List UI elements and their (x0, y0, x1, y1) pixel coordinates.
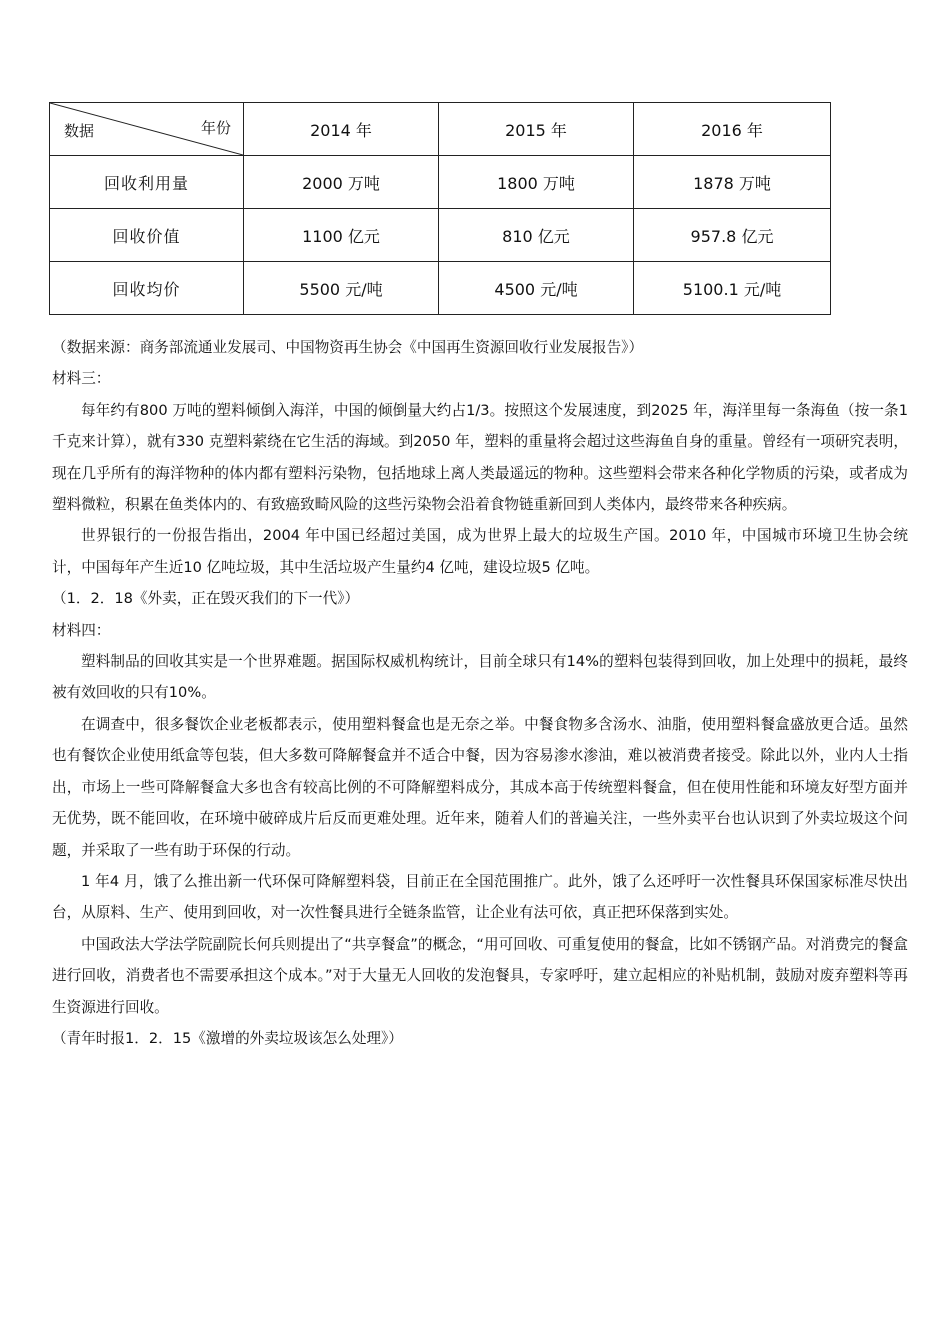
table-corner-cell (50, 103, 244, 156)
table-header-row (50, 103, 831, 156)
table-cell: 1800 万吨 (439, 156, 634, 209)
year-header: 2016 年 (634, 103, 831, 156)
material-4-heading: 材料四： (52, 621, 111, 639)
row-label: 回收均价 (50, 262, 244, 315)
paragraph: 1 年4 月，饿了么推出新一代环保可降解塑料袋，目前正在全国范围推广。此外，饿了么还呼吁一次性餐具环保国家标准尽快出台，从原料、生产、使用到回收，对一次性餐具进行全链条监管，让企业有法可依，真正把环保落到实处。 (52, 872, 908, 922)
table-row (50, 156, 831, 209)
year-header: 2015 年 (439, 103, 634, 156)
recycling-data-table (49, 102, 831, 315)
paragraph: 中国政法大学法学院副院长何兵则提出了“共享餐盒”的概念，“用可回收、可重复使用的餐盒，比如不锈钢产品。对消费完的餐盒进行回收，消费者也不需要承担这个成本。”对于大量无人回收的发泡餐具，专家呼吁，建立起相应的补贴机制，鼓励对废弃塑料等再生资源进行回收。 (52, 935, 908, 1016)
row-label: 回收利用量 (50, 156, 244, 209)
year-header: 2014 年 (244, 103, 439, 156)
material-3-heading: 材料三： (52, 370, 111, 388)
corner-label-data: 数据 (64, 122, 95, 140)
paragraph: 塑料制品的回收其实是一个世界难题。据国际权威机构统计，目前全球只有14%的塑料包装得到回收，加上处理中的损耗，最终被有效回收的只有10%。 (52, 653, 908, 702)
table-cell: 2000 万吨 (244, 156, 439, 209)
table-cell: 1878 万吨 (634, 156, 831, 209)
paragraph: 在调查中，很多餐饮企业老板都表示，使用塑料餐盒也是无奈之举。中餐食物多含汤水、油脂，使用塑料餐盒盛放更合适。虽然也有餐饮企业使用纸盒等包装，但大多数可降解餐盒并不适合中餐，因为容易渗水渗油，难以被消费者接受。除此以外，业内人士指出，市场上一些可降解餐盒大多也含有较高比例的不可降解塑料成分，其成本高于传统塑料餐盒，但在使用性能和环境友好型方面并无优势，既不能回收，在环境中破碎成片后反而更难处理。近年来，随着人们的普遍关注，一些外卖平台也认识到了外卖垃圾这个问题，并采取了一些有助于环保的行动。 (52, 715, 908, 859)
table-cell: 5500 元/吨 (244, 262, 439, 315)
table-source-note: （数据来源：商务部流通业发展司、中国物资再生协会《中国再生资源回收行业发展报告》） (52, 339, 644, 356)
table-cell: 4500 元/吨 (439, 262, 634, 315)
table-cell: 1100 亿元 (244, 209, 439, 262)
table-row (50, 209, 831, 262)
material-3-source: （1．2．18《外卖，正在毁灭我们的下一代》） (52, 590, 360, 608)
material-4-source: （青年时报1．2．15《激增的外卖垃圾该怎么处理》） (52, 1029, 403, 1047)
table-row (50, 262, 831, 315)
row-label: 回收价值 (50, 209, 244, 262)
paragraph: 每年约有800 万吨的塑料倾倒入海洋，中国的倾倒量大约占1/3。按照这个发展速度，到2025 年，海洋里每一条海鱼（按一条1千克来计算），就有330 克塑料萦绕在它生活的海域。到2050 年，塑料的重量将会超过这些海鱼自身的重量。曾经有一项研究表明，现在几乎所有的海洋物种的体内都有塑料污染物，包括地球上离人类最遥远的物种。这些塑料会带来各种化学物质的污染，或者成为塑料微粒，积累在鱼类体内的、有致癌致畸风险的这些污染物会沿着食物链重新回到人类体内，最终带来各种疾病。 (52, 401, 908, 514)
table-cell: 957.8 亿元 (634, 209, 831, 262)
body-text (52, 332, 908, 1054)
table-cell: 810 亿元 (439, 209, 634, 262)
paragraph: 世界银行的一份报告指出，2004 年中国已经超过美国，成为世界上最大的垃圾生产国。2010 年，中国城市环境卫生协会统计，中国每年产生近10 亿吨垃圾，其中生活垃圾产生量约4 亿吨，建设垃圾5 亿吨。 (52, 527, 908, 576)
corner-label-year: 年份 (200, 119, 231, 137)
table-cell: 5100.1 元/吨 (634, 262, 831, 315)
